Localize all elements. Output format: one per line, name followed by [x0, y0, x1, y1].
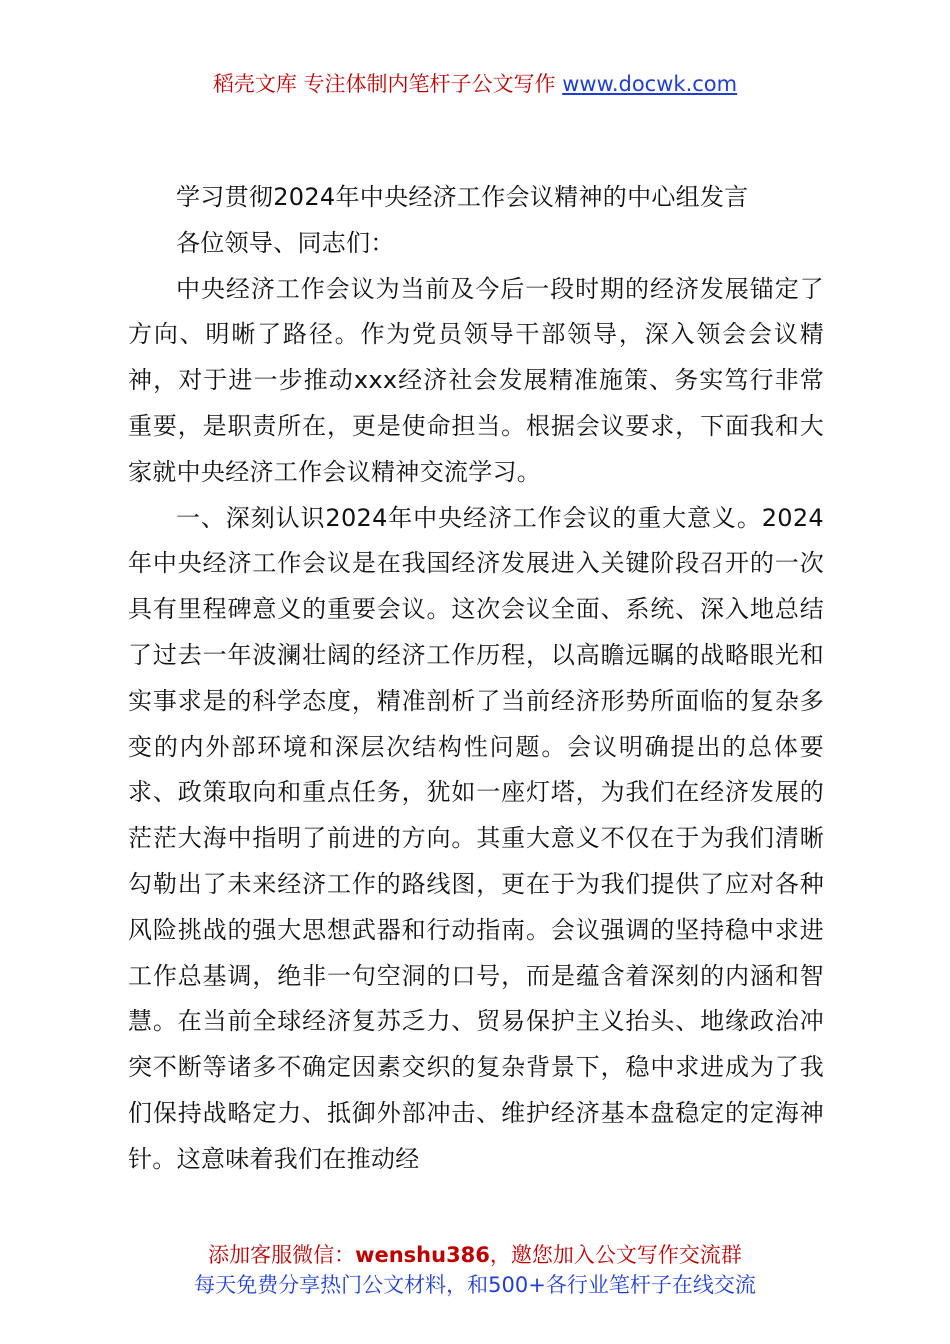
footer-wechat-prefix: 添加客服微信： [208, 1243, 356, 1267]
footer-wechat-line [0, 1240, 950, 1270]
header-website-link[interactable]: www.docwk.com [562, 72, 738, 96]
paragraph-section-one: 一、深刻认识2024年中央经济工作会议的重大意义。2024年中央经济工作会议是在我国经济发展进入关键阶段召开的一次具有里程碑意义的重要会议。这次会议全面、系统、深入地总结了过去一年波澜壮阔的经济工作历程，以高瞻远瞩的战略眼光和实事求是的科学态度，精准剖析了当前经济形势所面临的复杂多变的内外部环境和深层次结构性问题。会议明确提出的总体要求、政策取向和重点任务，犹如一座灯塔，为我们在经济发展的茫茫大海中指明了前进的方向。其重大意义不仅在于为我们清晰勾勒出了未来经济工作的路线图，更在于为我们提供了应对各种风险挑战的强大思想武器和行动指南。会议强调的坚持稳中求进工作总基调，绝非一句空洞的口号，而是蕴含着深刻的内涵和智慧。在当前全球经济复苏乏力、贸易保护主义抬头、地缘政治冲突不断等诸多不确定因素交织的复杂背景下，稳中求进成为了我们保持战略定力、抵御外部冲击、维护经济基本盘稳定的定海神针。这意味着我们在推动经 [128, 503, 824, 1173]
page-footer [0, 1240, 950, 1300]
footer-wechat-suffix: ，邀您加入公文写作交流群 [489, 1243, 742, 1267]
document-salutation: 各位领导、同志们： [176, 228, 395, 257]
footer-share-line: 每天免费分享热门公文材料，和500+各行业笔杆子在线交流 [194, 1273, 756, 1297]
footer-wechat-id: wenshu386 [355, 1243, 490, 1267]
document-title: 学习贯彻2024年中央经济工作会议精神的中心组发言 [176, 183, 749, 211]
page-header [0, 68, 950, 100]
header-slogan: 稻壳文库 专注体制内笔杆子公文写作 [212, 72, 563, 96]
paragraph-intro: 中央经济工作会议为当前及今后一段时期的经济发展锚定了方向、明晰了路径。作为党员领导干部领导，深入领会会议精神，对于进一步推动xxx经济社会发展精准施策、务实笃行非常重要，是职责所在，更是使命担当。根据会议要求，下面我和大家就中央经济工作会议精神交流学习。 [128, 274, 824, 486]
document-body [128, 175, 824, 1183]
